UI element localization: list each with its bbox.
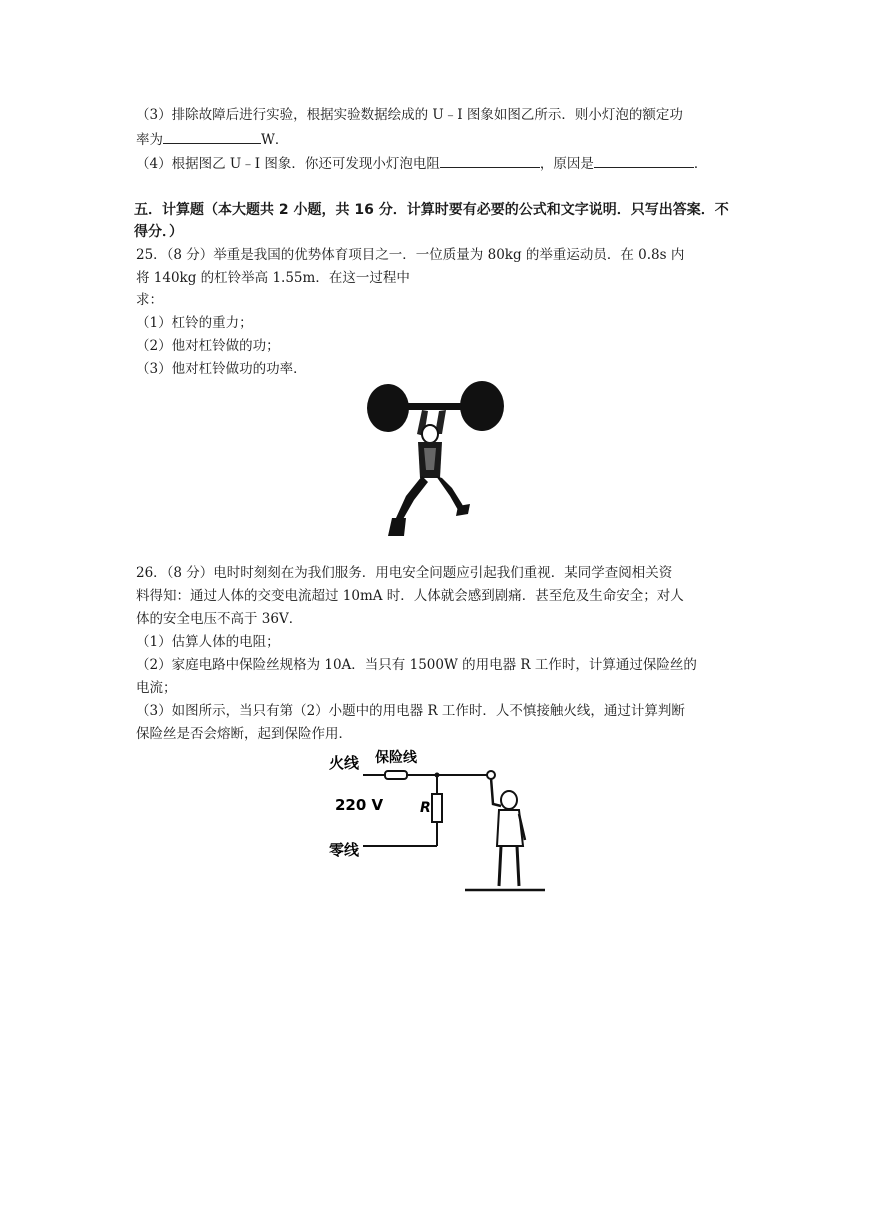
neutral-wire-label: 零线 [329, 841, 360, 859]
q25-line2: 将 140kg 的杠铃举高 1.55m．在这一过程中 [136, 270, 410, 286]
q3-line2 [136, 129, 288, 150]
q4-suffix: ． [693, 156, 708, 172]
answer-blank-power [163, 129, 261, 144]
live-wire-label: 火线 [329, 754, 360, 772]
barbell-bar [402, 403, 464, 410]
answer-blank-resistance [440, 153, 540, 168]
resistor-symbol [432, 794, 442, 822]
q25-sub2: （2）他对杠铃做的功； [136, 338, 280, 354]
person-legs [499, 846, 519, 886]
fuse-label: 保险线 [375, 750, 417, 766]
fuse-symbol [385, 771, 407, 779]
q26-line2: 料得知：通过人体的交变电流超过 10mA 时．人体就会感到剧痛．甚至危及生命安全；对人 [136, 588, 684, 604]
lifter-left-foot [388, 518, 406, 536]
q3-line2-suffix: W． [261, 132, 289, 148]
q26-line3: 体的安全电压不高于 36V． [136, 611, 303, 627]
q4-prefix: （4）根据图乙 U﹣I 图象．你还可发现小灯泡电阻 [136, 156, 440, 172]
q26-sub2-line1: （2）家庭电路中保险丝规格为 10A．当只有 1500W 的用电器 R 工作时，计算通过保险丝的 [136, 657, 697, 673]
section5-heading-line1: 五．计算题（本大题共 2 小题，共 16 分．计算时要有必要的公式和文字说明．只写出答案．不 [134, 202, 729, 218]
q26-line1: 26．（8 分）电时时刻刻在为我们服务．用电安全问题应引起我们重视．某同学查阅相关资 [136, 565, 673, 581]
lifter-head [422, 425, 438, 443]
q3-line1: （3）排除故障后进行实验，根据实验数据绘成的 U﹣I 图象如图乙所示．则小灯泡的额定功 [136, 107, 683, 123]
person-hand [487, 771, 495, 779]
q26-sub2-line2: 电流； [136, 680, 177, 696]
lifter-torso-shade [424, 448, 436, 470]
person-head [501, 791, 517, 809]
q3-line2-prefix: 率为 [136, 132, 163, 148]
lifter-left-leg [396, 476, 428, 521]
q25-sub3: （3）他对杠铃做功的功率． [136, 361, 307, 377]
q25-sub1: （1）杠铃的重力； [136, 315, 253, 331]
circuit-diagram [325, 748, 547, 896]
answer-blank-reason [594, 153, 694, 168]
q4-line [136, 153, 707, 174]
resistor-label: R [420, 800, 431, 816]
q26-sub1: （1）估算人体的电阻； [136, 634, 280, 650]
person-raised-arm [491, 778, 501, 806]
weightlifter-figure [362, 378, 508, 540]
voltage-label: 220 V [335, 796, 384, 814]
barbell-right-plate [460, 381, 504, 431]
section5-heading-line2: 得分．） [134, 224, 183, 240]
q26-sub3-line2: 保险丝是否会熔断，起到保险作用． [136, 726, 352, 742]
q4-middle: ，原因是 [539, 156, 594, 172]
q26-sub3-line1: （3）如图所示，当只有第（2）小题中的用电器 R 工作时．人不慎接触火线，通过计算判断 [136, 703, 685, 719]
q25-line1: 25．（8 分）举重是我国的优势体育项目之一．一位质量为 80kg 的举重运动员．在 0.8s 内 [136, 247, 685, 263]
q25-line3: 求： [136, 292, 163, 308]
